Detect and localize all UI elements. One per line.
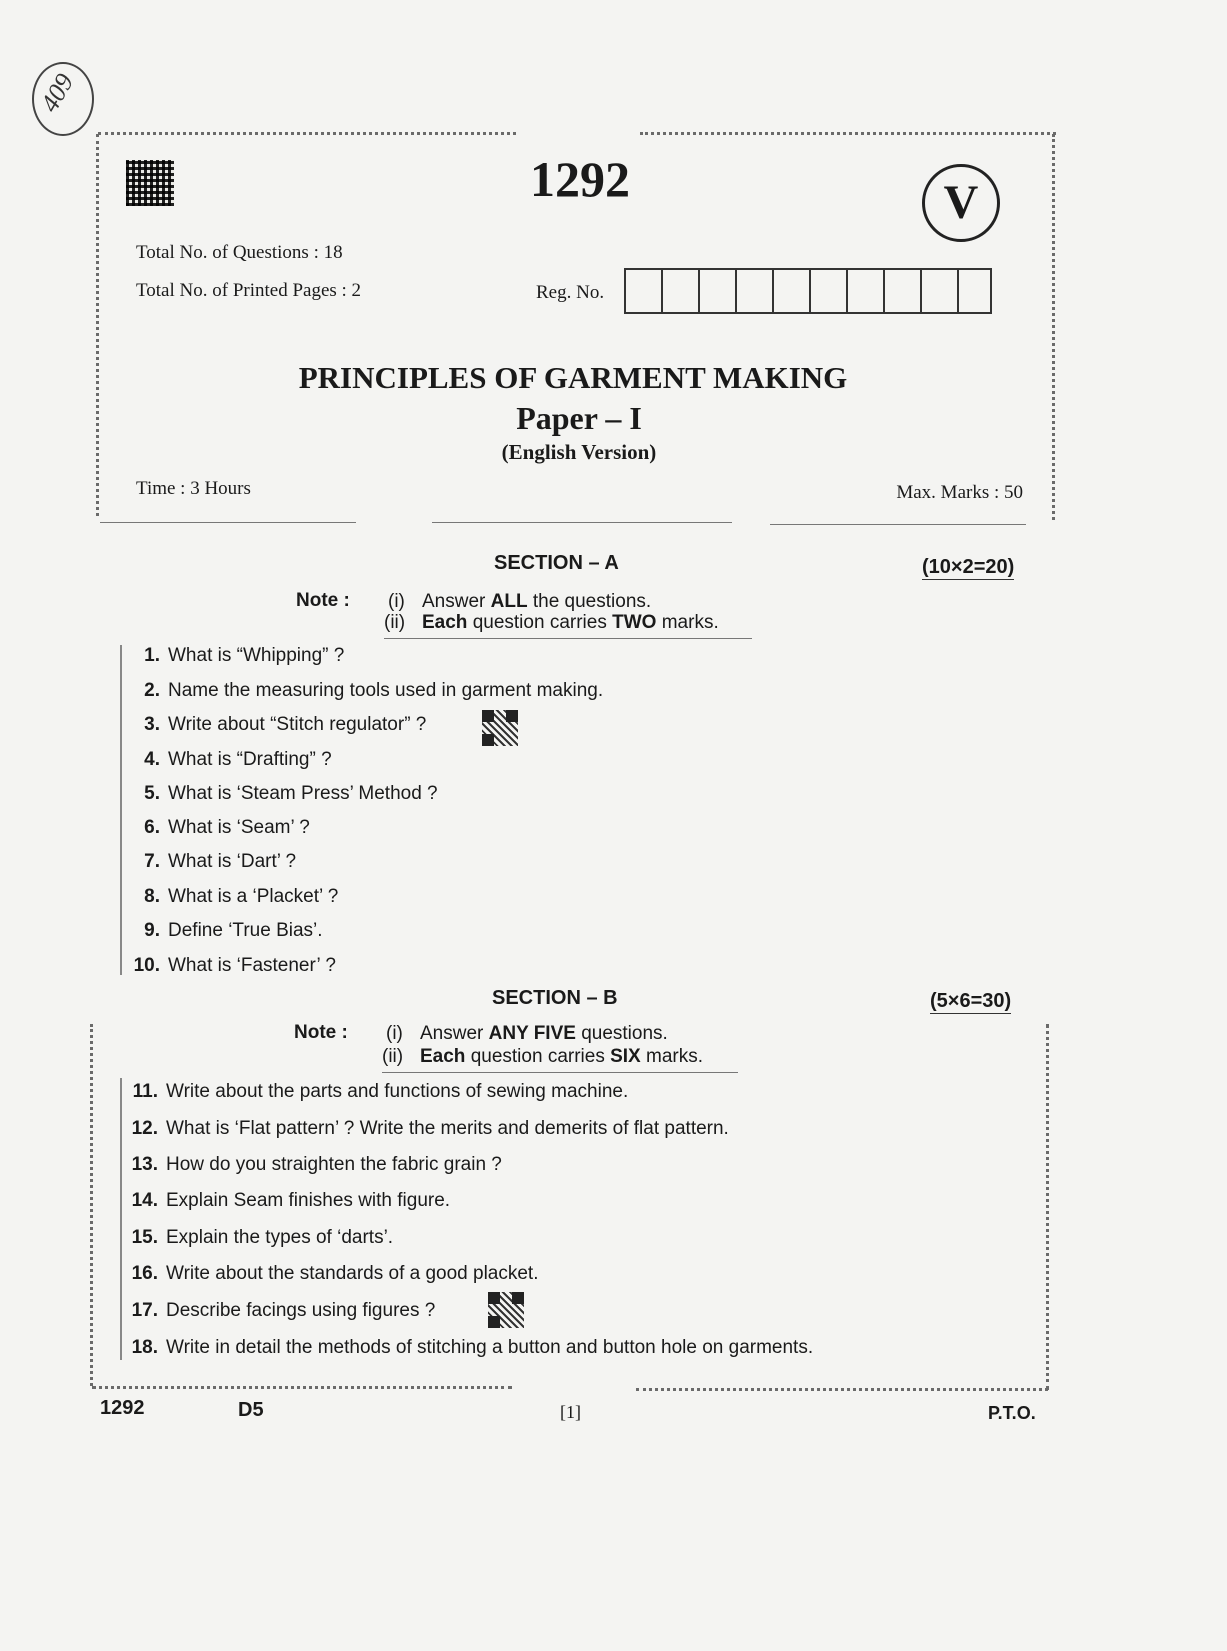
question: 7. What is ‘Dart’ ?	[144, 851, 297, 872]
section-b-note-rule	[382, 1072, 738, 1073]
question: 4. What is “Drafting” ?	[144, 749, 332, 770]
reg-no-label: Reg. No.	[536, 282, 605, 303]
question: 9. Define ‘True Bias’.	[144, 920, 323, 941]
page-number: [1]	[560, 1402, 581, 1422]
section-b-border-bottom-right	[636, 1388, 1048, 1391]
header-border-top-right	[640, 132, 1056, 135]
header-border-top-left	[98, 132, 516, 135]
datamatrix-barcode	[126, 160, 174, 206]
question: 2. Name the measuring tools used in garment making.	[144, 680, 604, 701]
footer-code: 1292	[100, 1397, 145, 1419]
question: 14. Explain Seam finishes with figure.	[131, 1190, 451, 1211]
time-allowed: Time : 3 Hours	[136, 478, 251, 499]
section-b-note-2: (ii) Each question carries SIX marks.	[382, 1046, 704, 1067]
qr-code-icon	[488, 1292, 524, 1328]
question: 5. What is ‘Steam Press’ Method ?	[144, 783, 438, 804]
section-b-title: SECTION – B	[492, 987, 618, 1009]
header-divider-2	[432, 522, 732, 523]
max-marks: Max. Marks : 50	[896, 482, 1023, 503]
section-a-marks: (10×2=20)	[922, 556, 1015, 578]
reg-no-boxes[interactable]	[624, 268, 992, 314]
section-b-border-left	[90, 1024, 93, 1386]
section-b-border-bottom-left	[92, 1386, 512, 1389]
section-a-note-label: Note :	[296, 590, 350, 611]
section-b-margin-line	[120, 1078, 122, 1360]
footer-series: D5	[238, 1399, 264, 1421]
paper-number: Paper – I	[516, 400, 642, 436]
question: 1. What is “Whipping” ?	[144, 645, 345, 666]
section-a-note-2: (ii) Each question carries TWO marks.	[384, 612, 719, 633]
question: 12. What is ‘Flat pattern’ ? Write the merits and demerits of flat pattern.	[131, 1118, 729, 1139]
question: 15. Explain the types of ‘darts’.	[131, 1227, 394, 1248]
question: 6. What is ‘Seam’ ?	[144, 817, 310, 838]
language-version: (English Version)	[501, 440, 657, 464]
question: 10. What is ‘Fastener’ ?	[133, 955, 336, 976]
section-a-note-1: (i) Answer ALL the questions.	[388, 591, 652, 612]
question: 13. How do you straighten the fabric grain ?	[131, 1154, 502, 1175]
section-b-note-1: (i) Answer ANY FIVE questions.	[386, 1023, 668, 1044]
section-b-border-right	[1046, 1024, 1049, 1390]
question: 16. Write about the standards of a good placket.	[131, 1263, 539, 1284]
section-b-note-label: Note :	[294, 1022, 348, 1043]
qr-code-icon	[482, 710, 518, 746]
question: 18. Write in detail the methods of stitching a button and button hole on garments.	[131, 1337, 814, 1358]
version-badge: V	[922, 164, 1000, 242]
question: 8. What is a ‘Placket’ ?	[144, 886, 339, 907]
section-a-margin-line	[120, 645, 122, 975]
section-a-note-rule	[384, 638, 752, 639]
total-questions: Total No. of Questions : 18	[136, 242, 343, 263]
section-b-marks: (5×6=30)	[930, 990, 1012, 1012]
please-turn-over: P.T.O.	[988, 1403, 1036, 1423]
paper-code: 1292	[530, 151, 630, 207]
question: 3. Write about “Stitch regulator” ?	[144, 714, 427, 735]
section-a-title: SECTION – A	[494, 552, 619, 574]
question: 17. Describe facings using figures ?	[131, 1300, 436, 1321]
header-divider-1	[100, 522, 356, 523]
question: 11. Write about the parts and functions of sewing machine.	[132, 1081, 629, 1102]
total-pages: Total No. of Printed Pages : 2	[136, 280, 362, 301]
handwritten-number: 409	[34, 68, 80, 117]
exam-title: PRINCIPLES OF GARMENT MAKING	[298, 360, 848, 395]
header-divider-3	[770, 524, 1026, 525]
